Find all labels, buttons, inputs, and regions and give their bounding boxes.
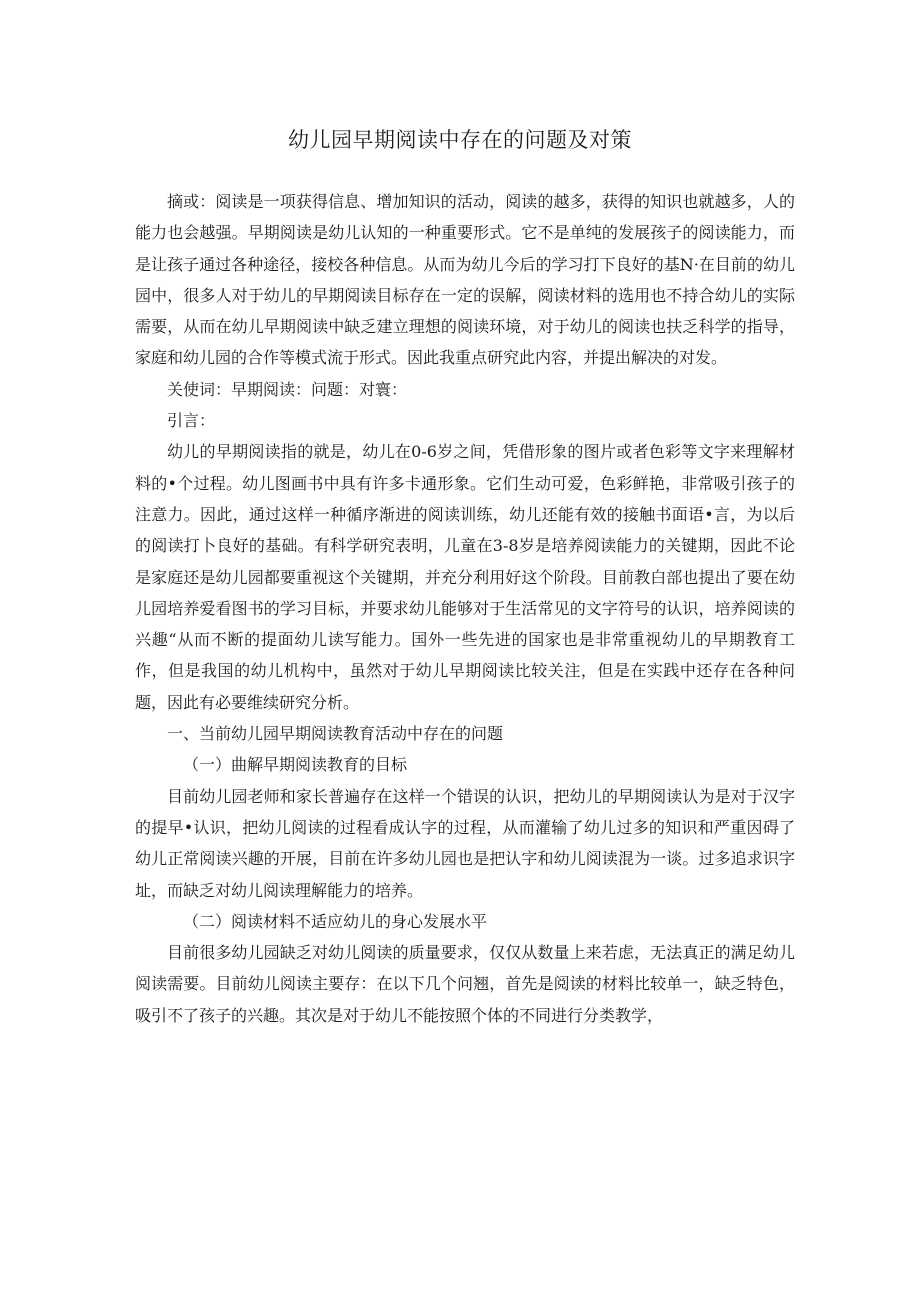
body-paragraph: 摘或：阅读是一项获得信息、增加知识的活动，阅读的越多，获得的知识也就越多，人的能力也会越强。早期阅读是幼儿认知的一种重要形式。它不是单纯的发展孩子的阅读能力，而是让孩子通过各种途径，接校各种信息。从而为幼儿今后的学习打下良好的基N·在目前的幼儿园中，很多人对于幼儿的早期阅读目标存在一定的误解，阅读材料的选用也不持合幼儿的实际需要，从而在幼儿早期阅读中缺乏建立理想的阅读环境，对于幼儿的阅读也扶乏科学的指导，家庭和幼儿园的合作等模式流于形式。因此我重点研究此内容，并提出解决的对发。 xyxy=(135,192,795,368)
body-paragraph: 目前幼儿园老师和家长普遍存在这样一个错误的认识，把幼儿的早期阅读认为是对于汉字的提早•认识，把幼儿阅读的过程看成认字的过程，从而灌输了幼儿过多的知识和严重因碍了幼儿正常阅读兴趣的开展，目前在许多幼儿园也是把认字和幼儿阅读混为一谈。过多追求识字址，而缺乏对幼儿阅读理解能力的培养。 xyxy=(135,786,795,900)
body-paragraph: 引言： xyxy=(167,411,216,431)
document-title: 幼儿园早期阅读中存在的问题及对策 xyxy=(288,128,632,152)
body-paragraph: 关使词：早期阅读：问题：对寰： xyxy=(167,379,408,399)
subheading-paragraph: （一）曲解早期阅读教育的目标 xyxy=(183,755,408,775)
body-paragraph: 幼儿的早期阅读指的就是，幼儿在0-6岁之间，凭借形象的图片或者色彩等文字来理解材料的•个过程。幼儿图画书中具有许多卡通形象。它们生动可爱，色彩鲜艳，非常吸引孩子的注意力。因此，通过这样一种循序渐进的阅读训练，幼儿还能有效的接触书面语•言，为以后的阅读打卜良好的基础。有科学研究表明，儿童在3-8岁是培养阅读能力的关键期，因此不论是家庭还是幼儿园都要重视这个关键期，并充分利用好这个阶段。目前教白部也提出了要在幼儿园培养爱看图书的学习目标，并要求幼儿能够对于生活常见的文字符号的认识，培养阅读的兴趣“从而不断的提面幼儿读写能力。国外一些先进的国家也是非常重视幼儿的早期教育工作，但是我国的幼儿机构中，虽然对于幼儿早期阅读比较关注，但是在实践中还存在各种问题，因此有必要维续研究分析。 xyxy=(135,442,795,712)
body-paragraph: 目前很多幼儿园缺乏对幼儿阅读的质量要求，仅仅从数量上来若虑，无法真正的满足幼儿阅读需要。目前幼儿阅读主要存：在以下几个问翘，首先是阅读的材料比较单一，缺乏特色，吸引不了孩子的兴趣。其次是对于幼儿不能按照个体的不同进行分类教学， xyxy=(135,943,795,1025)
body-paragraph: 一、当前幼儿园早期阅读教育活动中存在的问题 xyxy=(167,724,504,744)
document-body xyxy=(135,186,795,1031)
subheading-paragraph: （二）阅读材料不适应幼儿的身心发展水平 xyxy=(183,911,488,931)
